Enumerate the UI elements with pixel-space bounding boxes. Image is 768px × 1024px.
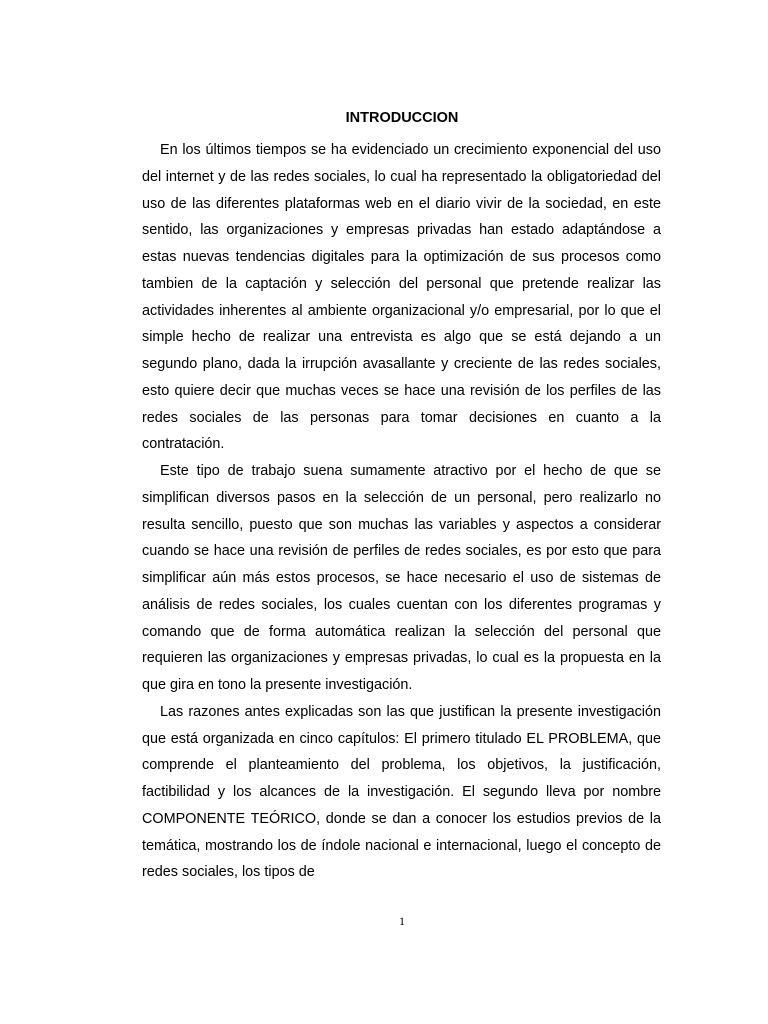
page-number: 1 [399,914,405,928]
paragraph-3: Las razones antes explicadas son las que justifican la presente investigación que está organizada en cinco capítulos: El primero titulado EL PROBLEMA, que comprende el planteamiento del problema, los objetivos, la justificación, factibilidad y los alcances de la investigación. El segundo lleva por nombre COMPONENTE TEÓRICO, donde se dan a conocer los estudios previos de la temática, mostrando los de índole nacional e internacional, luego el concepto de redes sociales, los tipos de [142,703,661,881]
page-title: INTRODUCCION [345,110,459,126]
paragraph-1: En los últimos tiempos se ha evidenciado un crecimiento exponencial del uso del internet y de las redes sociales, lo cual ha representado la obligatoriedad del uso de las diferentes plataformas web en el diario vivir de la sociedad, en este sentido, las organizaciones y empresas privadas han estado adaptándose a estas nuevas tendencias digitales para la optimización de sus procesos como tambien de la captación y selección del personal que pretende realizar las actividades inherentes al ambiente organizacional y/o empresarial, por lo que el simple hecho de realizar una entrevista es algo que se está dejando a un segundo plano, dada la irrupción avasallante y creciente de las redes sociales, esto quiere decir que muchas veces se hace una revisión de los perfiles de las redes sociales de las personas para tomar decisiones en cuanto a la contratación. [142,142,661,453]
paragraph-2: Este tipo de trabajo suena sumamente atractivo por el hecho de que se simplifican diversos pasos en la selección de un personal, pero realizarlo no resulta sencillo, puesto que son muchas las variables y aspectos a considerar cuando se hace una revisión de perfiles de redes sociales, es por esto que para simplificar aún más estos procesos, se hace necesario el uso de sistemas de análisis de redes sociales, los cuales cuentan con los diferentes programas y comando que de forma automática realizan la selección del personal que requieren las organizaciones y empresas privadas, lo cual es la propuesta en la que gira en tono la presente investigación. [142,463,661,693]
document-body [142,137,661,886]
